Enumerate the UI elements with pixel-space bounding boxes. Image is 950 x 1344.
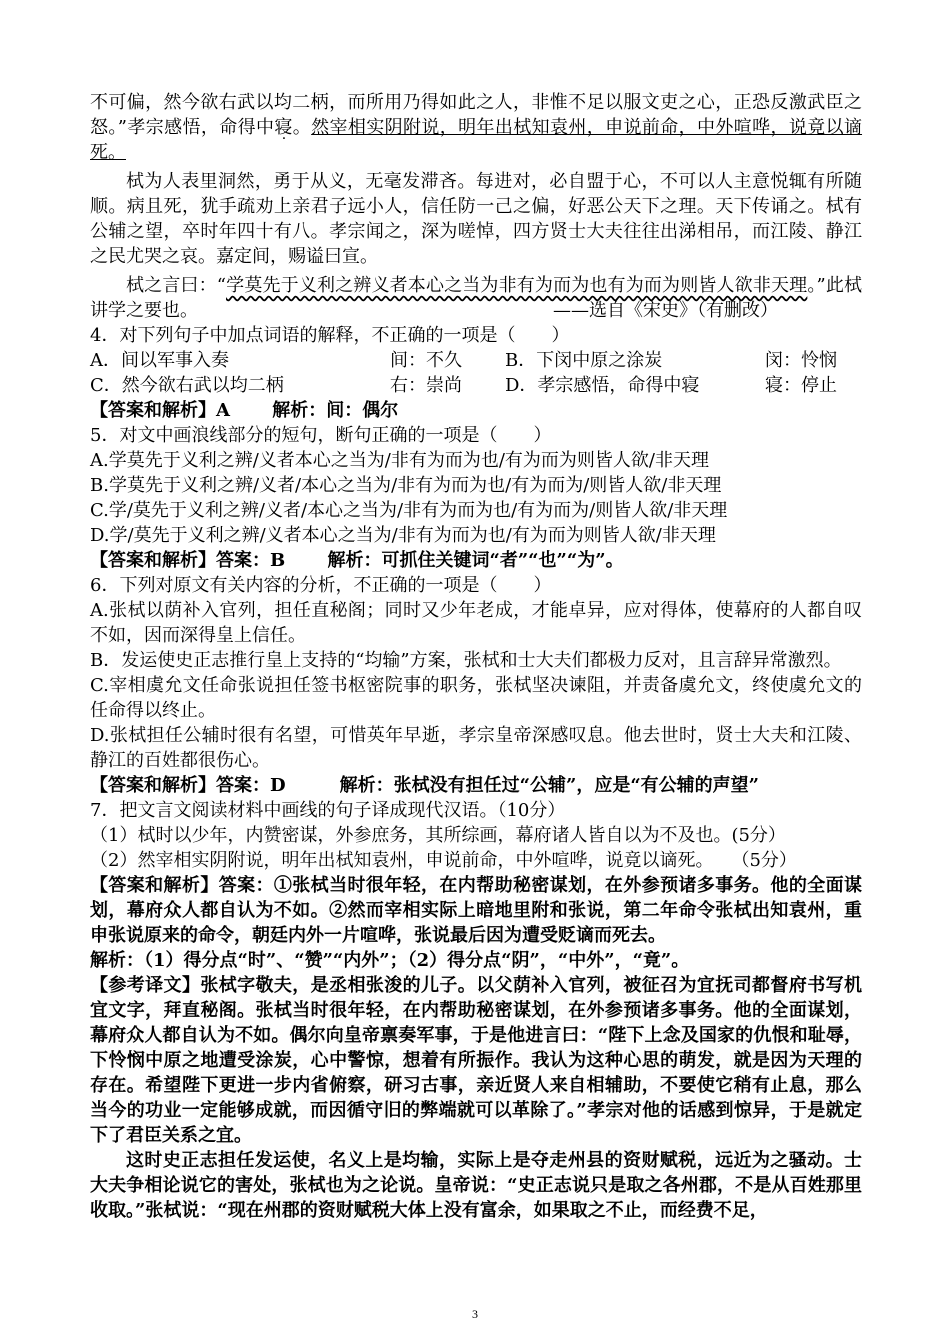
option-a: A．间以军事入奏 xyxy=(90,350,229,371)
question-4-options-row-2 xyxy=(90,373,862,398)
question-5-answer: 【答案和解析】答案：B 解析：可抓住关键词“者”“也”“为”。 xyxy=(90,550,624,571)
dotted-word-qin: 寝 xyxy=(274,117,293,138)
option-d: D．孝宗感悟，命得中寝 xyxy=(505,375,700,396)
passage-text: 不可偏，然今欲右武以均二柄，而所用乃得如此之人，非惟不足以服文吏之心，正恐反激武臣之怒。”孝宗感悟，命得中 xyxy=(90,92,862,138)
question-4-answer: 【答案和解析】A 解析：间：偶尔 xyxy=(90,400,399,421)
wavy-underlined-text: 学莫先于义利之辨义者本心之当为非有为而为也有为而为则皆人欲非天理 xyxy=(226,275,808,296)
option-b: B．下闵中原之涂炭 xyxy=(505,350,663,371)
reference-translation-2: 这时史正志担任发运使，名义上是均输，实际上是夺走州县的资财赋税，远近为之骚动。士大夫争相论说它的害处，张栻也为之论说。皇帝说：“史正志说只是取之各州郡，不是从百姓那里收取。”张栻说：“现在州郡的资财赋税大体上没有富余，如果取之不止，而经费不足， xyxy=(90,1150,862,1221)
passage-paragraph-2: 栻为人表里洞然，勇于从义，无毫发滞吝。每进对，必自盟于心，不可以人主意悦辄有所随顺。病且死，犹手疏劝上亲君子远小人，信任防一己之偏，好恶公天下之理。天下传诵之。栻有公辅之望，卒时年四十有八。孝宗闻之，深为嗟悼，四方贤士大夫往往出涕相吊，而江陵、静江之民尤哭之哀。嘉定间，赐谥曰宣。 xyxy=(90,171,862,267)
question-5-option-a: A.学莫先于义利之辨/义者本心之当为/非有为而为也/有为而为则皆人欲/非天理 xyxy=(90,450,709,471)
question-6-option-b: B．发运使史正志推行皇上支持的“均输”方案，张栻和士大夫们都极力反对，且言辞异常激烈。 xyxy=(90,650,842,671)
question-7-answer: 【答案和解析】答案：①张栻当时很年轻，在内帮助秘密谋划，在外参预诸多事务。他的全面谋划，幕府众人都自认为不如。②然而宰相实际上暗地里附和张说，第二年命令张栻出知袁州，重申张说原来的命令，朝廷内外一片喧哗，张说最后因为遭受贬谪而死去。 xyxy=(90,875,862,946)
question-6-answer: 【答案和解析】答案：D 解析：张栻没有担任过“公辅”，应是“有公辅的声望” xyxy=(90,775,760,796)
question-7-sentence-2: （2）然宰相实阴附说，明年出栻知袁州，申说前命，中外喧哗，说竟以谪死。 （5分） xyxy=(90,850,797,871)
question-4-options-row-1 xyxy=(90,348,862,373)
reference-translation-1: 【参考译文】张栻字敬夫，是丞相张浚的儿子。以父荫补入官列，被征召为宜抚司都督府书写机宜文字，拜直秘阁。张栻当时很年轻，在内帮助秘密谋划，在外参预诸多事务。他的全面谋划，幕府众人都自认为不如。偶尔向皇帝禀奏军事，于是他进言曰：“陛下上念及国家的仇恨和耻辱，下怜悯中原之地遭受涂炭，心中警惊，想着有所振作。我认为这种心思的萌发，就是因为天理的存在。希望陛下更进一步内省俯察，研习古事，亲近贤人来自相辅助，不要使它稍有止息，那么当今的功业一定能够成就，而因循守旧的弊端就可以革除了。”孝宗对他的话感到惊异，于是就定下了君臣关系之宜。 xyxy=(90,975,862,1146)
question-6-stem: 6．下列对原文有关内容的分析，不正确的一项是（ ） xyxy=(90,575,552,596)
question-7-analysis: 解析：（1）得分点“时”、“赞”“内外”；（2）得分点“阴”，“中外”，“竟”。 xyxy=(90,950,690,971)
question-5-option-b: B.学莫先于义利之辨/义者/本心之当为/非有为而为也/有为而为/则皆人欲/非天理 xyxy=(90,475,722,496)
page-number: 3 xyxy=(472,1307,478,1321)
question-6-option-a: A.张栻以荫补入官列，担任直秘阁；同时又少年老成，才能卓异，应对得体，使幕府的人都自叹不如，因而深得皇上信任。 xyxy=(90,600,862,646)
underlined-sentence: 然宰相实阴附说，明年出栻知袁州，申说前命，中外喧哗，说竟以谪死。 xyxy=(90,117,863,163)
question-5-stem: 5．对文中画浪线部分的短句，断句正确的一项是（ ） xyxy=(90,425,552,446)
question-5-option-c: C.学/莫先于义利之辨/义者/本心之当为/非有为而为也/有为而为/则皆人欲/非天理 xyxy=(90,500,728,521)
passage-source: ——选自《宋史》（有删改） xyxy=(553,300,778,321)
option-c-explanation: 右：崇尚 xyxy=(390,375,462,396)
document-body xyxy=(90,90,862,1223)
question-7-sentence-1: （1）栻时以少年，内赞密谋，外参庶务，其所综画，幕府诸人皆自以为不及也。(5分） xyxy=(90,825,786,846)
question-6-option-c: C.宰相虞允文任命张说担任签书枢密院事的职务，张栻坚决谏阻，并责备虞允文，终使虞允文的任命得以终止。 xyxy=(90,675,862,721)
question-7-stem: 7．把文言文阅读材料中画线的句子译成现代汉语。（10分） xyxy=(90,800,566,821)
passage-paragraph-3: 栻之言曰：“学莫先于义利之辨义者本心之当为非有为而为也有为而为则皆人欲非天理。”此栻讲学之要也。 ——选自《宋史》（有删改） xyxy=(90,275,863,321)
passage-paragraph-1: 不可偏，然今欲右武以均二柄，而所用乃得如此之人，非惟不足以服文吏之心，正恐反激武臣之怒。”孝宗感悟，命得中寝。然宰相实阴附说，明年出栻知袁州，申说前命，中外喧哗，说竟以谪死。 xyxy=(90,92,863,163)
question-6-option-d: D.张栻担任公辅时很有名望，可惜英年早逝，孝宗皇帝深感叹息。他去世时，贤士大夫和江陵、静江的百姓都很伤心。 xyxy=(90,725,862,771)
option-c: C．然今欲右武以均二柄 xyxy=(90,375,284,396)
option-b-explanation: 闵：怜悯 xyxy=(765,350,837,371)
question-4-stem: 4．对下列句子中加点词语的解释，不正确的一项是（ ） xyxy=(90,325,570,346)
question-5-option-d: D.学/莫先于义利之辨/义者本心之当为/非有为而为也/有为而为则皆人欲/非天理 xyxy=(90,525,716,546)
option-d-explanation: 寝：停止 xyxy=(765,375,837,396)
option-a-explanation: 间：不久 xyxy=(390,350,462,371)
